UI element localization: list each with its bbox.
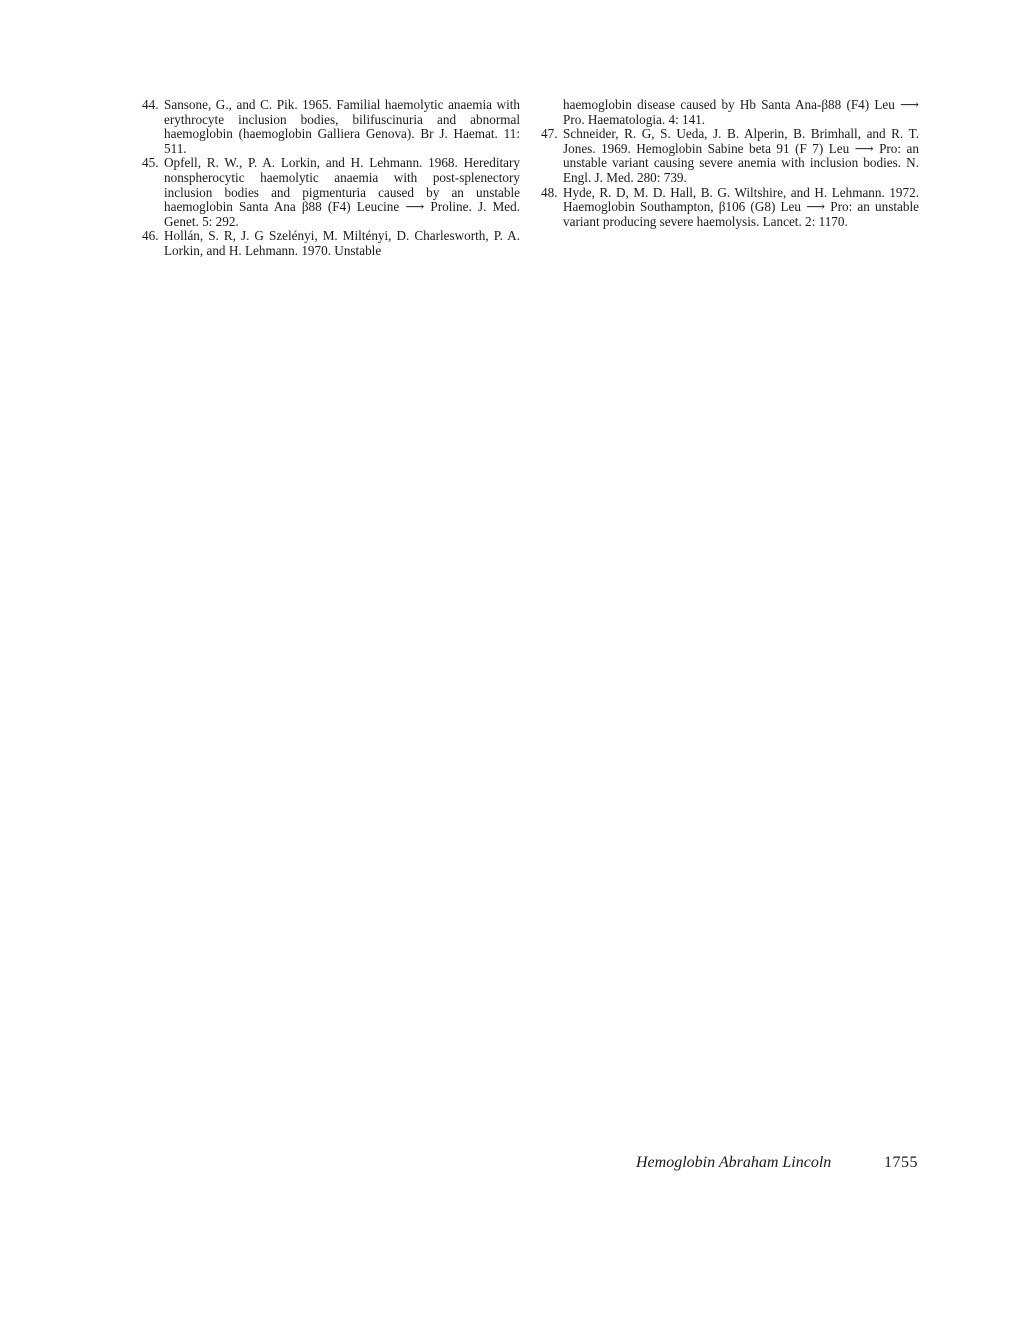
reference-number: 44. [142, 97, 159, 112]
reference-number: 47. [541, 126, 558, 142]
reference-text: Sansone, G., and C. Pik. 1965. Familial haemolytic anaemia with erythrocyte inclusion bodies, bilifuscinuria and abnormal haemoglobin (haemoglobin Galliera Genova). Br J. Haemat. 11: 511. [164, 97, 520, 156]
reference-45 [142, 156, 520, 229]
reference-46 [142, 229, 520, 258]
reference-number: 46. [142, 228, 159, 244]
running-title: Hemoglobin Abraham Lincoln [636, 1154, 832, 1171]
reference-text: Hollán, S. R, J. G Szelényi, M. Miltényi, D. Charlesworth, P. A. Lorkin, and H. Lehmann. 1970. Unstable [164, 228, 520, 258]
reference-text: Opfell, R. W., P. A. Lorkin, and H. Lehmann. 1968. Hereditary nonspherocytic haemolytic anaemia with post-splenectory inclusion bodies and pigmenturia caused by an unstable haemoglobin Santa Ana β88 (F4) Leucine ⟶ Proline. J. Med. Genet. 5: 292. [164, 155, 520, 229]
reference-47 [541, 127, 919, 185]
reference-48 [541, 186, 919, 230]
reference-number: 45. [142, 155, 159, 171]
reference-46-continuation: haemoglobin disease caused by Hb Santa Ana-β88 (F4) Leu ⟶ Pro. Haematologia. 4: 141. [563, 97, 919, 127]
page-number: 1755 [884, 1154, 918, 1171]
left-column [142, 98, 520, 259]
right-column [541, 98, 919, 229]
reference-number: 48. [541, 184, 558, 200]
reference-44 [142, 98, 520, 156]
reference-text: Hyde, R. D, M. D. Hall, B. G. Wiltshire, and H. Lehmann. 1972. Haemoglobin Southampton, β106 (G8) Leu ⟶ Pro: an unstable variant producing severe haemolysis. Lancet. 2: 1170. [563, 184, 919, 229]
page-footer [636, 1154, 918, 1172]
reference-text: Schneider, R. G, S. Ueda, J. B. Alperin, B. Brimhall, and R. T. Jones. 1969. Hemoglobin Sabine beta 91 (F 7) Leu ⟶ Pro: an unstable variant causing severe anemia with inclusion bodies. N. Engl. J. Med. 280: 739. [563, 126, 919, 185]
